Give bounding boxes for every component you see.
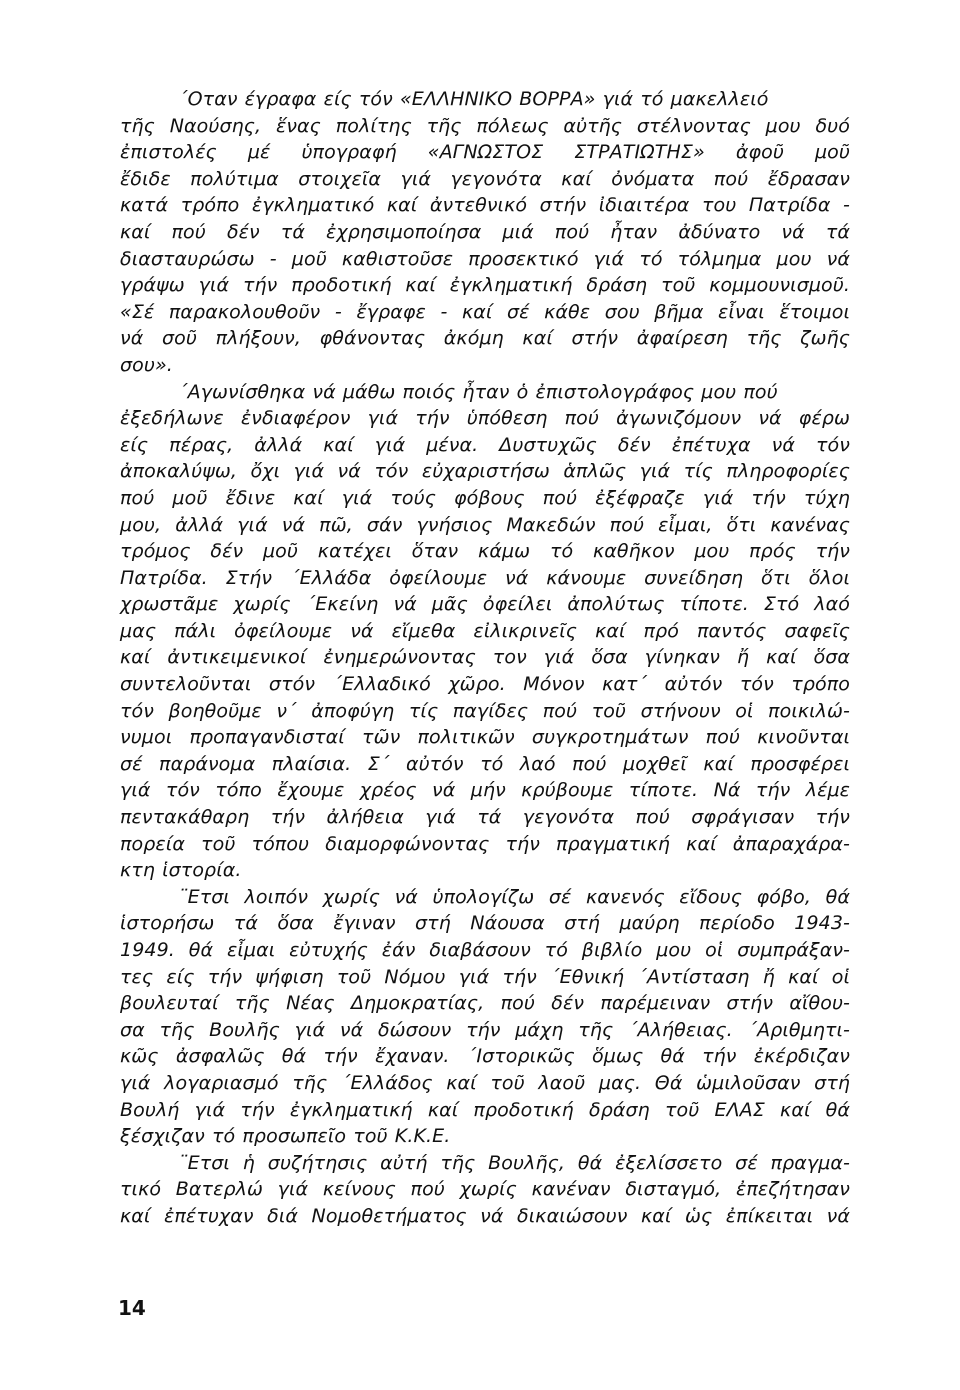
text-line: ἀποκαλύψω, ὄχι γιά νά τόν εὐχαριστήσω ἁπλῶς γιά τίς πληροφορίες — [120, 460, 850, 483]
text-line: ξέσχιζαν τό προσωπεῖο τοῦ Κ.Κ.Ε. — [120, 1125, 451, 1148]
text-line: καί ἐπέτυχαν διά Νομοθετήματος νά δικαιώσουν καί ὡς ἐπίκειται νά — [120, 1204, 850, 1227]
text-line: ¨Ετσι λοιπόν χωρίς νά ὑπολογίζω σέ κανενός εἴδους φόβο, θά — [178, 885, 850, 908]
text-line: κτη ἱστορία. — [120, 859, 242, 882]
text-line: ἔδιδε πολύτιμα στοιχεῖα γιά γεγονότα καί ὀνόματα πού ἔδρασαν — [120, 167, 850, 190]
text-line: μας πάλι ὀφείλουμε νά εἴμεθα εἰλικρινεῖς καί πρό παντός σαφεῖς — [120, 619, 850, 642]
body-text — [120, 86, 850, 1230]
text-line: Βουλή γιά τήν ἐγκληματική καί προδοτική δράση τοῦ ΕΛΑΣ καί θά — [120, 1098, 850, 1121]
text-line: βουλευταί τῆς Νέας Δημοκρατίας, πού δέν παρέμειναν στήν αἴθου- — [120, 992, 850, 1015]
text-line: καί ἀντικειμενικοί ἐνημερώνοντας τον γιά ὅσα γίνηκαν ἤ καί ὅσα — [120, 646, 850, 669]
text-line: τες είς τήν ψήφιση τοῦ Νόμου γιά τήν ´Εθνική ´Αντίσταση ἤ καί οἱ — [120, 965, 850, 988]
page-number: 14 — [118, 1296, 146, 1320]
text-line: Πατρίδα. Στήν ´Ελλάδα ὀφείλουμε νά κάνουμε συνείδηση ὅτι ὅλοι — [120, 566, 850, 589]
text-line: ἱστορήσω τά ὅσα ἔγιναν στή Νάουσα στή μαύρη περίοδο 1943- — [120, 912, 850, 935]
text-line: ´Οταν έγραφα είς τόν «ΕΛΛΗΝΙΚΟ ΒΟΡΡΑ» γιά τό μακελλειό — [178, 88, 769, 110]
text-line: 1949. θά εἶμαι εὐτυχής ἐάν διαβάσουν τό βιβλίο μου οἱ συμπράξαν- — [120, 939, 850, 961]
text-line: σέ παράνομα πλαίσια. Σ´ αὐτόν τό λαό πού μοχθεῖ καί προσφέρει — [120, 752, 850, 775]
text-line: μου, ἀλλά γιά νά πῶ, σάν γνήσιος Μακεδών πού εἶμαι, ὅτι κανένας — [120, 513, 850, 536]
text-line: χρωστᾶμε χωρίς ´Εκείνη νά μᾶς ὀφείλει ἀπολύτως τίποτε. Στό λαό — [120, 593, 850, 616]
text-line: τόν βοηθοῦμε ν´ ἀποφύγη τίς παγίδες πού τοῦ στήνουν οἱ ποικιλώ- — [120, 699, 850, 722]
text-line: τῆς Ναούσης, ἕνας πολίτης τῆς πόλεως αὐτῆς στέλνοντας μου δυό — [120, 114, 850, 137]
text-line: διασταυρώσω - μοῦ καθιστοῦσε προσεκτικό γιά τό τόλμημα μου νά — [120, 247, 850, 270]
text-line: κῶς ἀσφαλῶς θά τήν ἔχαναν. ´Ιστορικῶς ὅμως θά τήν ἐκέρδιζαν — [120, 1045, 850, 1068]
text-line: νά σοῦ πλήξουν, φθάνοντας ἀκόμη καί στήν ἀφαίρεση τῆς ζωῆς — [120, 327, 850, 350]
text-line: γιά τόν τόπο ἔχουμε χρέος νά μήν κρύβουμε τίποτε. Νά τήν λέμε — [120, 779, 850, 802]
text-line: πεντακάθαρη τήν ἀλήθεια γιά τά γεγονότα πού σφράγισαν τήν — [120, 806, 850, 829]
text-line: γιά λογαριασμό τῆς ´Ελλάδος καί τοῦ λαοῦ μας. Θά ὡμιλοῦσαν στή — [120, 1071, 850, 1094]
text-line: τικό Βατερλώ γιά κείνους πού χωρίς κανέναν δισταγμό, ἐπεζήτησαν — [120, 1178, 850, 1201]
text-line: ἐπιστολές μέ ὑπογραφή «ΑΓΝΩΣΤΟΣ ΣΤΡΑΤΙΩΤΗΣ» ἀφοῦ μοῦ — [120, 141, 850, 164]
text-line: πορεία τοῦ τόπου διαμορφώνοντας τήν πραγματική καί ἀπαραχάρα- — [120, 832, 850, 855]
text-line: ἐξεδήλωνε ἐνδιαφέρον γιά τήν ὑπόθεση πού ἀγωνιζόμουν νά φέρω — [120, 407, 850, 430]
text-line: ´Αγωνίσθηκα νά μάθω ποιός ἦταν ὁ ἐπιστολογράφος μου πού — [178, 380, 778, 403]
text-line: νυμοι προπαγανδισταί τῶν πολιτικῶν συγκροτημάτων πού κινοῦνται — [120, 726, 850, 749]
text-line: κατά τρόπο ἐγκληματικό καί ἀντεθνικό στήν ἰδιαιτέρα του Πατρίδα - — [120, 194, 850, 217]
text-line: γράψω γιά τήν προδοτική καί ἐγκληματική δράση τοῦ κομμουνισμοῦ. — [120, 274, 850, 297]
text-line: «Σέ παρακολουθοῦν - ἔγραφε - καί σέ κάθε σου βῆμα εἶναι ἕτοιμοι — [120, 300, 850, 323]
text-line: ¨Ετσι ἡ συζήτησις αὐτή τῆς Βουλῆς, θά ἐξελίσσετο σέ πραγμα- — [178, 1151, 850, 1174]
text-line: συντελοῦνται στόν ´Ελλαδικό χῶρο. Μόνον κατ´ αὐτόν τόν τρόπο — [120, 673, 850, 696]
text-line: καί πού δέν τά ἐχρησιμοποίησα μιά πού ἦταν ἀδύνατο νά τά — [120, 220, 850, 243]
text-line: είς πέρας, ἀλλά καί γιά μένα. Δυστυχῶς δέν ἐπέτυχα νά τόν — [120, 433, 850, 456]
text-line: τρόμος δέν μοῦ κατέχει ὅταν κάμω τό καθῆκον μου πρός τήν — [120, 540, 850, 563]
text-line: σου». — [120, 353, 173, 376]
text-line: πού μοῦ ἔδινε καί γιά τούς φόβους πού ἐξέφραζε γιά τήν τύχη — [120, 486, 850, 509]
text-line: σα τῆς Βουλῆς γιά νά δώσουν τήν μάχη τῆς ´Αλήθειας. ´Αριθμητι- — [120, 1018, 850, 1041]
